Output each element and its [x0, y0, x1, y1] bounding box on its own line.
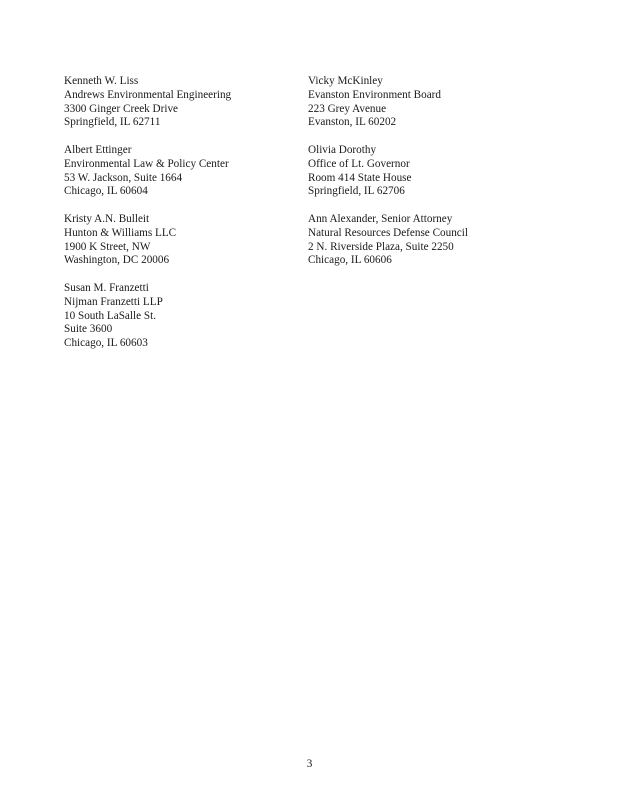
recipient-name: Ann Alexander, Senior Attorney — [308, 213, 453, 225]
suite: Suite 3600 — [64, 323, 113, 336]
organization: Andrews Environmental Engineering — [64, 88, 232, 101]
street-address: 53 W. Jackson, Suite 1664 — [64, 171, 183, 184]
recipient-name: Olivia Dorothy — [308, 144, 377, 156]
street-address: 2 N. Riverside Plaza, Suite 2250 — [308, 240, 454, 253]
organization: Office of Lt. Governor — [308, 157, 410, 170]
city-state-zip: Evanston, IL 60202 — [308, 116, 397, 129]
recipient-name: Albert Ettinger — [64, 144, 132, 156]
address-block-franzetti — [64, 282, 163, 351]
organization: Evanston Environment Board — [308, 88, 441, 101]
city-state-zip: Chicago, IL 60606 — [308, 254, 392, 267]
city-state-zip: Chicago, IL 60604 — [64, 185, 148, 198]
organization: Hunton & Williams LLC — [64, 226, 177, 239]
organization: Nijman Franzetti LLP — [64, 295, 163, 308]
address-block-bulleit — [64, 213, 176, 268]
page-number: 3 — [306, 758, 313, 770]
city-state-zip: Springfield, IL 62706 — [308, 185, 405, 198]
street-address: 1900 K Street, NW — [64, 240, 151, 253]
address-block-dorothy — [308, 144, 411, 199]
street-address: 223 Grey Avenue — [308, 102, 387, 115]
organization: Natural Resources Defense Council — [308, 226, 468, 239]
street-address: 10 South LaSalle St. — [64, 309, 156, 322]
address-block-alexander — [308, 213, 468, 268]
recipient-name: Vicky McKinley — [308, 75, 383, 87]
city-state-zip: Washington, DC 20006 — [64, 254, 170, 267]
recipient-name: Kristy A.N. Bulleit — [64, 213, 150, 225]
address-block-ettinger — [64, 144, 229, 199]
address-block-liss — [64, 75, 231, 130]
address-block-mckinley — [308, 75, 441, 130]
organization: Environmental Law & Policy Center — [64, 157, 229, 170]
street-address: Room 414 State House — [308, 171, 412, 184]
street-address: 3300 Ginger Creek Drive — [64, 102, 179, 115]
city-state-zip: Chicago, IL 60603 — [64, 337, 148, 350]
recipient-name: Kenneth W. Liss — [64, 75, 139, 87]
recipient-name: Susan M. Franzetti — [64, 282, 149, 294]
city-state-zip: Springfield, IL 62711 — [64, 116, 161, 129]
